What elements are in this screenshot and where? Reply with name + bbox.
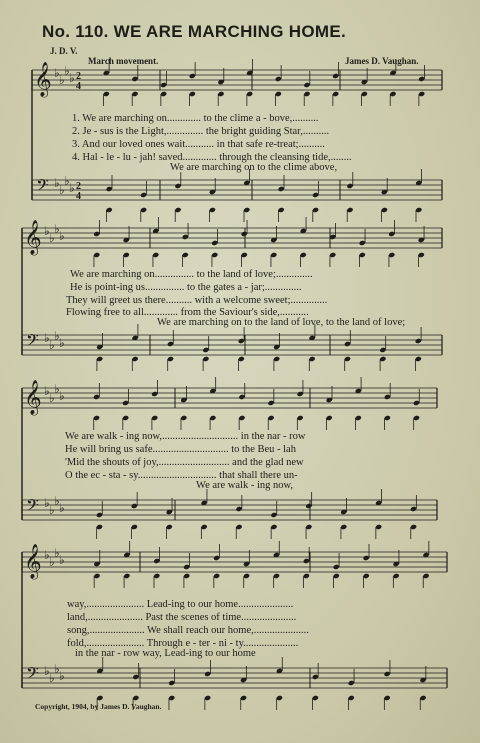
flat-icon: ♭ bbox=[54, 222, 60, 236]
flat-icon: ♭ bbox=[49, 338, 55, 352]
time-signature: 4 bbox=[76, 81, 81, 92]
flat-icon: ♭ bbox=[54, 176, 60, 190]
flat-icon: ♭ bbox=[44, 331, 50, 345]
lyrics-line: He will bring us safe............................. to the Beu - lah bbox=[65, 444, 296, 455]
flat-icon: ♭ bbox=[54, 66, 60, 80]
flat-icon: ♭ bbox=[54, 329, 60, 343]
flat-icon: ♭ bbox=[44, 548, 50, 562]
lyrics-line: We are walk - ing now,............................. in the nar - row bbox=[65, 431, 306, 442]
flat-icon: ♭ bbox=[64, 174, 70, 188]
lyrics-line: song,..................... We shall reach our home,..................... bbox=[67, 625, 309, 636]
flat-icon: ♭ bbox=[59, 389, 65, 403]
flat-icon: ♭ bbox=[54, 494, 60, 508]
bass-clef-icon: 𝄢 bbox=[26, 495, 39, 519]
time-signature: 2 bbox=[76, 71, 81, 82]
lyrics-line: 2. Je - sus is the Light,.............. the bright guiding Star,.......... bbox=[72, 126, 330, 137]
lyrics-line: He is point-ing us............... to the gates a - jar;.............. bbox=[70, 282, 302, 293]
lyrics-line: land,..................... Past the scenes of time..................... bbox=[67, 612, 297, 623]
flat-icon: ♭ bbox=[44, 384, 50, 398]
hymn-title: No. 110. WE ARE MARCHING HOME. bbox=[42, 22, 347, 41]
lyrics-line: They will greet us there.......... with a welcome sweet;.............. bbox=[66, 295, 328, 306]
treble-clef-icon: 𝄞 bbox=[34, 62, 52, 97]
flat-icon: ♭ bbox=[64, 64, 70, 78]
flat-icon: ♭ bbox=[54, 546, 60, 560]
flat-icon: ♭ bbox=[59, 229, 65, 243]
treble-clef-icon: 𝄞 bbox=[24, 220, 42, 255]
flat-icon: ♭ bbox=[69, 71, 75, 85]
flat-icon: ♭ bbox=[49, 503, 55, 517]
flat-icon: ♭ bbox=[59, 336, 65, 350]
composer-credit: James D. Vaughan. bbox=[345, 56, 419, 66]
bass-clef-icon: 𝄢 bbox=[26, 330, 39, 354]
flat-icon: ♭ bbox=[44, 224, 50, 238]
bass-lyrics-line: We are marching on to the land of love, to the land of love; bbox=[157, 317, 406, 328]
tempo-marking: March movement. bbox=[88, 56, 159, 66]
treble-clef-icon: 𝄞 bbox=[24, 544, 42, 579]
flat-icon: ♭ bbox=[54, 662, 60, 676]
lyrics-line: 'Mid the shouts of joy,........................... and the glad new bbox=[65, 457, 304, 468]
flat-icon: ♭ bbox=[59, 501, 65, 515]
lyrics-line: fold,...................... Through e - ter - ni - ty..................... bbox=[67, 638, 299, 649]
flat-icon: ♭ bbox=[49, 391, 55, 405]
flat-icon: ♭ bbox=[49, 671, 55, 685]
time-signature: 2 bbox=[76, 181, 81, 192]
lyricist-credit: J. D. V. bbox=[50, 46, 78, 56]
lyrics-line: 1. We are marching on............. to the clime a - bove,.......... bbox=[72, 113, 319, 124]
flat-icon: ♭ bbox=[49, 555, 55, 569]
bass-lyrics-line: in the nar - row way, Lead-ing to our home bbox=[75, 648, 256, 659]
time-signature: 4 bbox=[76, 191, 81, 202]
flat-icon: ♭ bbox=[44, 664, 50, 678]
flat-icon: ♭ bbox=[69, 181, 75, 195]
lyrics-line: Flowing free to all............. from the Saviour's side,........... bbox=[66, 307, 309, 318]
treble-clef-icon: 𝄞 bbox=[24, 380, 42, 415]
flat-icon: ♭ bbox=[44, 496, 50, 510]
flat-icon: ♭ bbox=[59, 73, 65, 87]
bass-clef-icon: 𝄢 bbox=[36, 175, 49, 199]
copyright-notice: Copyright, 1904, by James D. Vaughan. bbox=[35, 702, 162, 711]
flat-icon: ♭ bbox=[59, 183, 65, 197]
bass-lyrics-line: We are walk - ing now, bbox=[196, 480, 294, 491]
lyrics-line: way,...................... Lead-ing to our home..................... bbox=[67, 599, 294, 610]
lyrics-line: O the ec - sta - sy.............................. that shall there un- bbox=[65, 470, 298, 481]
lyrics-line: 4. Hal - le - lu - jah! saved............. through the cleansing tide,........ bbox=[72, 152, 352, 163]
bass-clef-icon: 𝄢 bbox=[26, 663, 39, 687]
bass-lyrics-line: We are marching on to the clime above, bbox=[170, 162, 338, 173]
lyrics-line: 3. And our loved ones wait........... in that safe re-treat;.......... bbox=[72, 139, 325, 150]
flat-icon: ♭ bbox=[59, 553, 65, 567]
flat-icon: ♭ bbox=[49, 231, 55, 245]
flat-icon: ♭ bbox=[59, 669, 65, 683]
lyrics-line: We are marching on............... to the land of love;.............. bbox=[70, 269, 313, 280]
flat-icon: ♭ bbox=[54, 382, 60, 396]
